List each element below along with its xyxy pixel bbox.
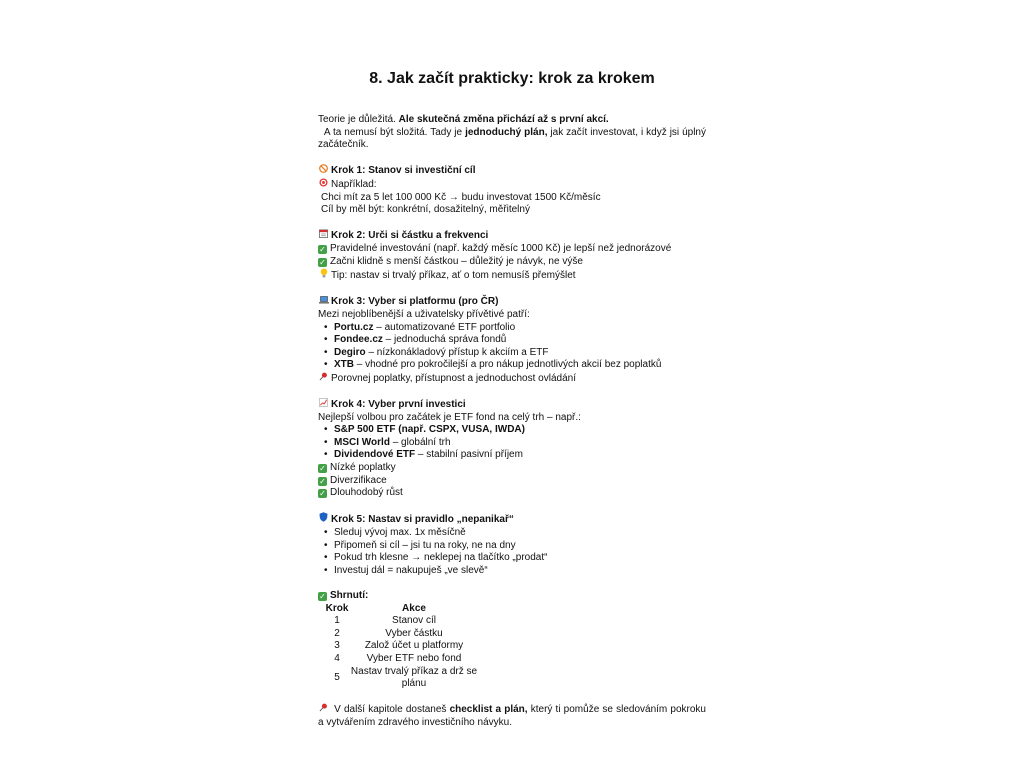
step2-heading (318, 229, 706, 243)
table-header-row (324, 603, 478, 616)
benefit-text: Nízké poplatky (330, 462, 396, 474)
target-icon (318, 178, 329, 191)
fund-desc: – globální trh (389, 436, 451, 448)
column-header-action: Akce (402, 602, 426, 614)
list-item: • Dividendové ETF – stabilní pasivní příjem (324, 449, 523, 461)
step2-line-2 (318, 256, 706, 269)
platform-name: Portu.cz (334, 321, 374, 333)
list-item: • Sleduj vývoj max. 1x měsíčně (324, 527, 466, 538)
step-number: 1 (334, 615, 340, 627)
rule-text: Sleduj vývoj max. 1x měsíčně (334, 527, 466, 538)
benefit-text: Dlouhodobý růst (330, 487, 403, 499)
step1-heading (318, 164, 706, 178)
step5-heading (318, 512, 706, 527)
step2-line-2-text: Začni klidně s menší částkou – důležitý je návyk, ne výše (330, 255, 583, 267)
step3-note (318, 372, 706, 386)
platform-name: Fondee.cz (334, 334, 383, 346)
intro-text-3: jak začít investovat, i když jsi úplný začátečník. (318, 126, 706, 151)
step3-heading (318, 295, 706, 309)
check-mark-icon: ✓ (319, 244, 326, 254)
platform-desc: – vhodné pro pokročilejší a pro nákup jednotlivých akcií bez poplatků (354, 359, 662, 371)
list-item: • Investuj dál = nakupuješ „ve slevě“ (324, 564, 488, 576)
list-item: • Degiro – nízkonákladový přístup k akciím a ETF (324, 346, 549, 358)
platform-name: XTB (334, 359, 354, 371)
summary-heading (318, 590, 706, 603)
platform-desc: – automatizované ETF portfolio (373, 321, 516, 333)
fund-desc: – stabilní pasivní příjem (415, 449, 523, 461)
fund-name: Dividendové ETF (334, 449, 416, 461)
step2-line-1-text: Pravidelné investování (např. každý měsíc 1000 Kč) je lepší než jednorázové (330, 242, 672, 254)
check-mark-icon: ✓ (319, 476, 326, 486)
benefit-item (318, 475, 706, 488)
step-action: Vyber ETF nebo fond (366, 652, 462, 664)
benefit-text: Diverzifikace (330, 474, 387, 486)
step-action: Nastav trvalý příkaz a drž se plánu (350, 665, 478, 690)
intro-paragraph (318, 127, 706, 152)
check-mark-icon: ✓ (319, 257, 326, 267)
table-row (324, 615, 478, 628)
check-mark-icon: ✓ (319, 591, 326, 601)
step4-title: Krok 4: Vyber první investici (331, 399, 466, 411)
step5-title: Krok 5: Nastav si pravidlo „nepanikař“ (331, 514, 514, 526)
summary-title: Shrnutí: (330, 589, 369, 601)
step4-intro: Nejlepší volbou pro začátek je ETF fond na celý trh – např.: (318, 411, 581, 423)
step2-line-1 (318, 243, 706, 256)
step1-line-1: Chci mít za 5 let 100 000 Kč → budu investovat 1500 Kč/měsíc (321, 191, 601, 203)
step-action: Stanov cíl (392, 615, 436, 627)
step1-line-2: Cíl by měl být: konkrétní, dosažitelný, měřitelný (321, 204, 530, 216)
document-body (318, 114, 706, 730)
page-title: 8. Jak začít prakticky: krok za krokem (369, 70, 655, 87)
step-number: 4 (334, 652, 340, 664)
laptop-icon (318, 295, 329, 308)
platform-name: Degiro (334, 346, 366, 358)
benefit-item (318, 462, 706, 475)
step2-tip (318, 268, 706, 283)
intro-emphasis: Ale skutečná změna přichází až s první akcí. (398, 114, 609, 125)
intro-text: Teorie je důležitá. (318, 114, 399, 125)
outro-text-2: který ti pomůže se sledováním pokroku a vytvářením zdravého investičního návyku. (318, 704, 706, 728)
calendar-icon (318, 229, 329, 242)
step3-note-text: Porovnej poplatky, přístupnost a jednoduchost ovládání (331, 372, 576, 384)
lightbulb-icon (318, 268, 329, 282)
list-item: • Připomeň si cíl – jsi tu na roky, ne na dny (324, 539, 516, 551)
table-row (324, 653, 478, 666)
list-item: • Fondee.cz – jednoduchá správa fondů (324, 334, 507, 346)
fund-name: MSCI World (334, 436, 390, 448)
chart-increasing-icon (318, 398, 329, 411)
column-header-step: Krok (325, 602, 349, 614)
outro-emphasis: checklist a plán, (449, 704, 528, 716)
step-number: 5 (334, 671, 340, 683)
intro-line-1 (318, 114, 706, 127)
step-action: Vyber částku (385, 627, 443, 639)
pushpin-icon (318, 372, 329, 385)
outro-paragraph (318, 703, 706, 729)
rule-text: Pokud trh klesne → neklepej na tlačítko „prodat“ (334, 552, 548, 564)
intro-text-2: A ta nemusí být složitá. Tady je (323, 126, 466, 138)
step3-title: Krok 3: Vyber si platformu (pro ČR) (331, 296, 499, 308)
rule-text: Připomeň si cíl – jsi tu na roky, ne na dny (334, 539, 516, 551)
step1-example-label: Například: (331, 178, 377, 190)
list-item: • Portu.cz – automatizované ETF portfolio (324, 321, 516, 333)
step-action: Založ účet u platformy (364, 640, 464, 652)
list-item: • S&P 500 ETF (např. CSPX, VUSA, IWDA) (324, 424, 525, 436)
fund-name: S&P 500 ETF (např. CSPX, VUSA, IWDA) (334, 424, 525, 436)
benefit-item (318, 487, 706, 500)
table-row (324, 628, 478, 641)
rule-text: Investuj dál = nakupuješ „ve slevě“ (334, 564, 488, 576)
step4-heading (318, 398, 706, 412)
platform-desc: – jednoduchá správa fondů (382, 334, 507, 346)
summary-table (324, 603, 478, 691)
step1-example (318, 178, 706, 192)
step-number: 2 (334, 627, 340, 639)
no-entry-icon (318, 164, 329, 177)
list-item: • XTB – vhodné pro pokročilejší a pro nákup jednotlivých akcií bez poplatků (324, 359, 662, 371)
shield-icon (318, 512, 329, 526)
check-mark-icon: ✓ (319, 489, 326, 499)
list-item: • MSCI World – globální trh (324, 436, 451, 448)
step-number: 3 (334, 640, 340, 652)
step2-title: Krok 2: Urči si částku a frekvenci (331, 230, 489, 242)
step1-title: Krok 1: Stanov si investiční cíl (331, 165, 476, 177)
pushpin-icon (318, 703, 329, 716)
step2-tip-text: Tip: nastav si trvalý příkaz, ať o tom nemusíš přemýšlet (331, 270, 576, 282)
table-row (324, 666, 478, 691)
check-mark-icon: ✓ (319, 464, 326, 474)
table-row (324, 640, 478, 653)
platform-desc: – nízkonákladový přístup k akciím a ETF (365, 346, 549, 358)
step3-intro: Mezi nejoblíbenější a uživatelsky přívětivé patří: (318, 308, 530, 320)
outro-text: V další kapitole dostaneš (331, 704, 450, 716)
intro-emphasis-2: jednoduchý plán, (465, 126, 548, 138)
list-item: • Pokud trh klesne → neklepej na tlačítko „prodat“ (324, 552, 548, 564)
